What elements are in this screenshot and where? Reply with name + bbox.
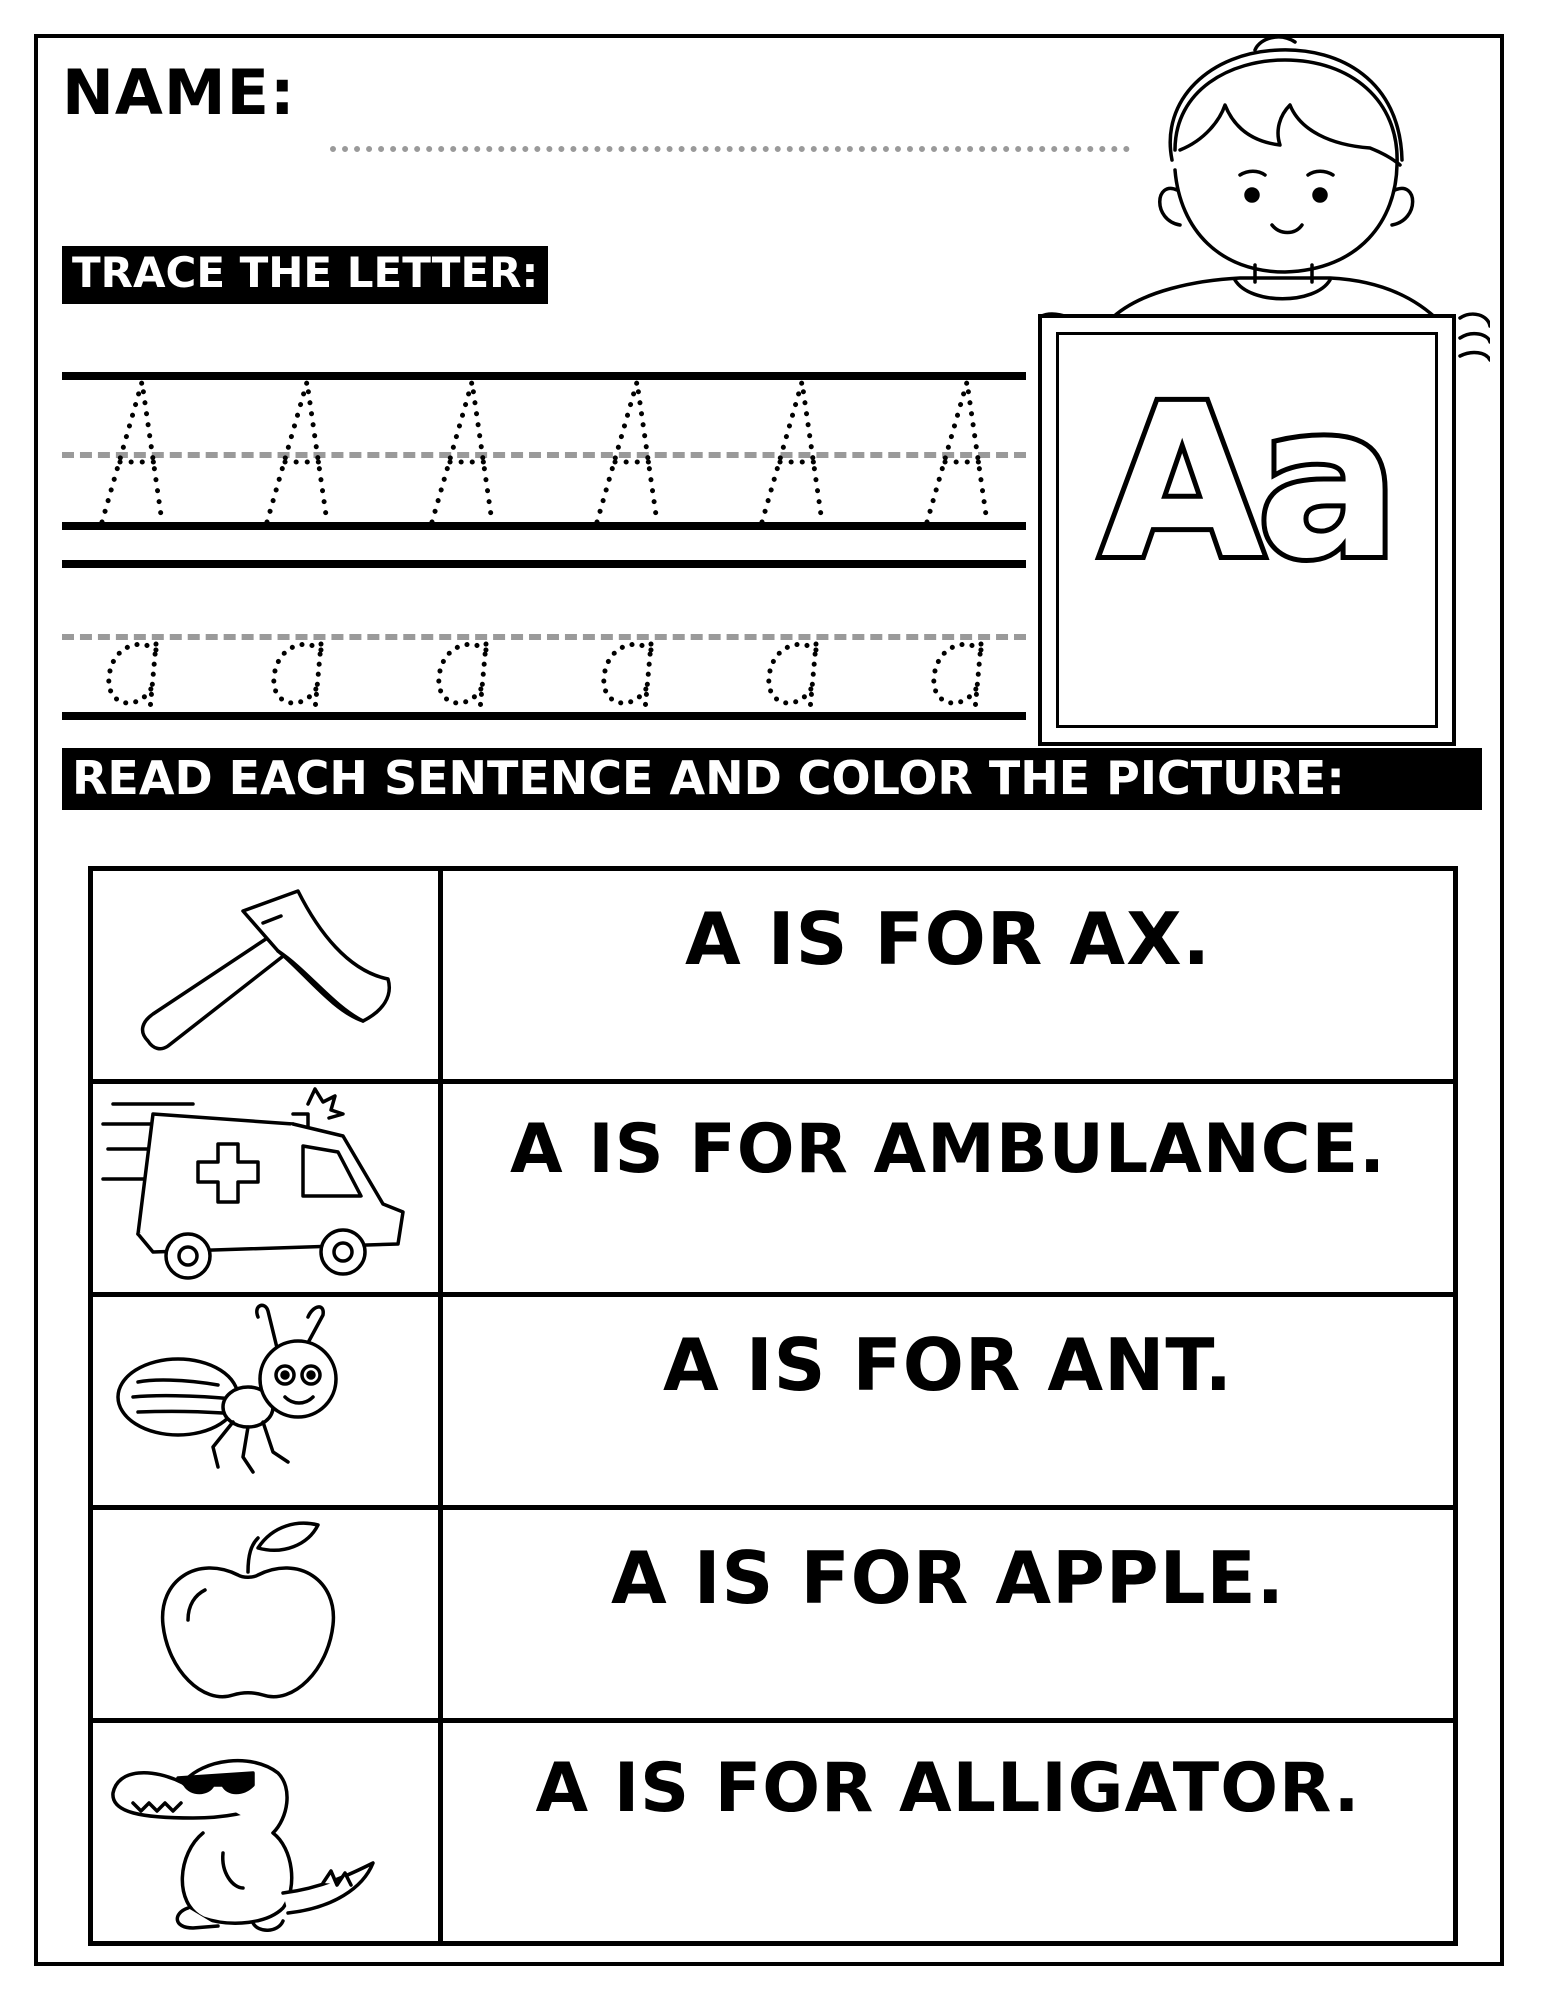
sentence-text: A IS FOR APPLE. <box>610 1536 1286 1620</box>
picture-cell[interactable] <box>93 1297 438 1505</box>
trace-uppercase-letter <box>247 372 357 532</box>
sentence-cell <box>443 1723 1453 1941</box>
trace-uppercase-letter <box>412 372 522 532</box>
name-write-line[interactable] <box>330 146 1130 152</box>
upper-top-line <box>62 372 1026 380</box>
trace-uppercase-letter <box>907 372 1017 532</box>
table-row <box>93 1723 1453 1941</box>
table-row <box>93 1084 1453 1292</box>
tracing-area[interactable] <box>62 360 1026 730</box>
ambulance-icon <box>93 1084 438 1292</box>
lower-top-line <box>62 560 1026 568</box>
trace-lowercase-letter <box>754 632 864 732</box>
trace-lowercase-letter <box>94 632 204 732</box>
upper-base-line <box>62 522 1026 530</box>
ant-icon <box>93 1297 438 1505</box>
trace-uppercase-letter <box>577 372 687 532</box>
lower-base-line <box>62 712 1026 720</box>
sentence-cell <box>443 1297 1453 1505</box>
table-row <box>93 1297 1453 1505</box>
lower-mid-line <box>62 634 1026 640</box>
sign-letters: Aa <box>1100 360 1394 605</box>
axe-icon <box>93 871 438 1079</box>
alligator-icon <box>93 1723 438 1941</box>
sentence-text: A IS FOR ALLIGATOR. <box>535 1749 1361 1828</box>
picture-cell[interactable] <box>93 1723 438 1941</box>
picture-cell[interactable] <box>93 1084 438 1292</box>
trace-uppercase-letter <box>82 372 192 532</box>
trace-lowercase-letter <box>424 632 534 732</box>
apple-icon <box>93 1510 438 1718</box>
sentence-cell <box>443 871 1453 1079</box>
trace-uppercase-letter <box>742 372 852 532</box>
sentence-text: A IS FOR ANT. <box>663 1323 1233 1407</box>
letter-sign-board <box>1038 314 1456 746</box>
sentence-cell <box>443 1084 1453 1292</box>
picture-cell[interactable] <box>93 1510 438 1718</box>
trace-lowercase-letter <box>919 632 1029 732</box>
sentence-text: A IS FOR AMBULANCE. <box>510 1110 1386 1189</box>
table-row <box>93 1510 1453 1718</box>
trace-section-title: TRACE THE LETTER: <box>62 246 548 304</box>
sentence-table <box>88 866 1458 1946</box>
table-row <box>93 871 1453 1079</box>
read-section-title: READ EACH SENTENCE AND COLOR THE PICTURE: <box>62 748 1482 810</box>
sentence-text: A IS FOR AX. <box>685 897 1211 981</box>
sentence-cell <box>443 1510 1453 1718</box>
trace-lowercase-letter <box>589 632 699 732</box>
name-label: NAME: <box>62 56 296 129</box>
trace-lowercase-letter <box>259 632 369 732</box>
picture-cell[interactable] <box>93 871 438 1079</box>
upper-mid-line <box>62 452 1026 458</box>
